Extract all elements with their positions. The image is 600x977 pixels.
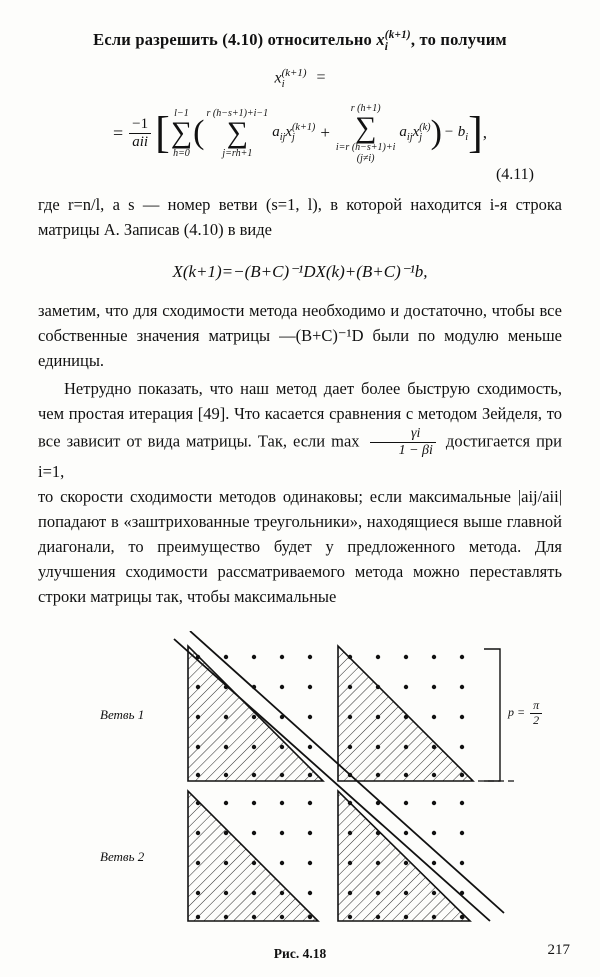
- equation-number-4-11: (4.11): [495, 166, 534, 184]
- eq411-comma: ,: [482, 123, 488, 143]
- equation-4-11: [38, 103, 562, 185]
- left-bracket: [: [155, 108, 170, 158]
- lead-variable: x (k+1) i: [376, 29, 411, 54]
- eq-head-equals: =: [316, 69, 326, 87]
- paragraph-where-r: где r=n/l, а s — номер ветви (s=1, l), в которой находится i-я строка матрицы A. Записав (4.10) в виде: [38, 195, 562, 240]
- eq411-frac-den: aii: [129, 133, 151, 151]
- figure-right-label-num: π: [533, 698, 540, 713]
- right-bracket: ]: [468, 108, 483, 158]
- sum-inner-2: r (h+1) ∑ i=r (h−s+1)+i (j≠i): [335, 102, 396, 165]
- sum-inner-1: r (h−s+1)+i−1 ∑ j=rh+1: [206, 108, 269, 159]
- paragraph-convergence: заметим, что для сходимости метода необходимо и достаточно, чтобы все собственные значения матрицы —(B+C)⁻¹D были по модулю меньше единицы.: [38, 301, 562, 371]
- right-paren: ): [430, 114, 442, 152]
- branch-2-label: Ветвь 2: [100, 849, 145, 865]
- branch-1-label: Ветвь 1: [100, 707, 145, 723]
- eq411-term-2: $a_{ij}x$ (k) j: [399, 121, 431, 144]
- eq411-plus: +: [320, 123, 330, 143]
- figure-right-label-den: 2: [530, 713, 542, 728]
- figure-right-label: [508, 699, 544, 728]
- figure-caption: Рис. 4.18: [273, 946, 327, 962]
- equation-matrix-form: X(k+1)=−(B+C)⁻¹DX(k)+(B+C)⁻¹b,: [172, 262, 428, 282]
- eq411-term-1: $a_{ij}x$ (k+1) j: [272, 121, 316, 144]
- paragraph-comparison-part-a: Нетрудно показать, что наш метод дает более быструю сходимость, чем простая итерация [49]. Что касается сравнения с методом Зейделя, то все зависит от вида матрицы. Так, если max: [38, 378, 562, 451]
- page-number: 217: [547, 942, 570, 958]
- equation-head: x (k+1) i =: [274, 66, 326, 91]
- eq411-frac-num: −1: [132, 115, 149, 132]
- paragraph-comparison-part-b: достигается при i=1,: [38, 431, 563, 481]
- left-paren: (: [193, 114, 205, 152]
- eq-head-base: x: [274, 69, 282, 87]
- inline-fraction-gamma-beta: $\frac{\gamma i}{1 - \beta i}$: [370, 426, 436, 459]
- paragraph-rates: то скорости сходимости методов одинаковы; если максимальные |aij/aii| попадают в «заштрихованные треугольники», находящиеся выше главной диагонали, то преимущество будет у предложенного метода. Для улучшения сходимости рассматриваемого метода можно переставлять строки матрицы так, чтобы максимальные: [38, 486, 562, 607]
- figure-right-label-lead: p =: [508, 705, 526, 720]
- figure-4-18-svg: [38, 631, 562, 931]
- lead-before: Если разрешить (4.10) относительно: [93, 30, 372, 49]
- eq411-minus-b: − $b_i$: [443, 123, 469, 143]
- eq411-equals: =: [112, 122, 124, 143]
- lead-after: , то получим: [410, 30, 507, 49]
- lead-line: [38, 30, 562, 54]
- sum-outer: l−1 ∑ h=0: [170, 108, 193, 159]
- paragraph-comparison: [38, 376, 562, 484]
